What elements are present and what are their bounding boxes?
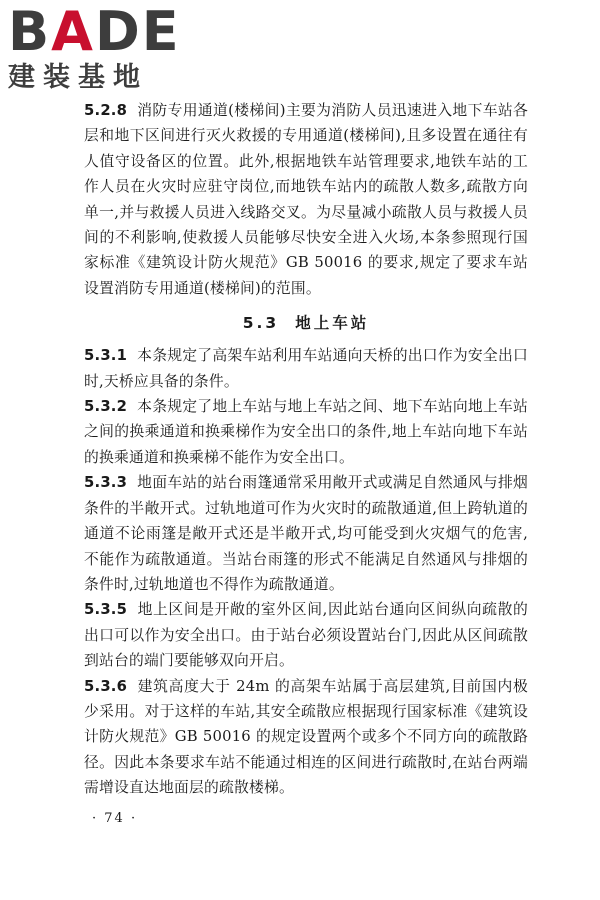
clause-text: 消防专用通道(楼梯间)主要为消防人员迅速进入地下车站各层和地下区间进行灭火救援的专用通道(楼梯间),且多设置在通往有人值守设备区的位置。此外,根据地铁车站管理要求,地铁车站的工作人员在火灾时应驻守岗位,而地铁车站内的疏散人数多,疏散方向单一,并与救援人员进入线路交叉。为尽量减小疏散人员与救援人员间的不利影响,使救援人员能够尽快安全进入火场,本条参照现行国家标准《建筑设计防火规范》GB 50016 的要求,规定了要求车站设置消防专用通道(楼梯间)的范围。	[84, 102, 528, 297]
logo-letter-b: B	[8, 0, 52, 63]
clause-text: 建筑高度大于 24m 的高架车站属于高层建筑,目前国内极少采用。对于这样的车站,其安全疏散应根据现行国家标准《建筑设计防火规范》GB 50016 的规定设置两个或多个不同方向的疏散路径。因此本条要求车站不能通过相连的区间进行疏散时,在站台两端需增设直达地面层的疏散楼梯。	[84, 677, 528, 797]
logo-letters-de: DE	[94, 0, 181, 63]
clause-5-3-6	[84, 674, 528, 801]
logo-letter-a: A	[51, 0, 95, 63]
clause-5-3-2	[84, 394, 528, 470]
clause-text: 本条规定了地上车站与地上车站之间、地下车站向地上车站之间的换乘通道和换乘梯作为安全出口的条件,地上车站向地下车站的换乘通道和换乘梯不能作为安全出口。	[84, 398, 528, 466]
clause-number: 5.3.2	[84, 398, 128, 416]
clause-number: 5.2.8	[84, 102, 128, 119]
clause-5-2-8	[84, 98, 528, 301]
page-number: · 74 ·	[92, 811, 138, 826]
clause-number: 5.3.6	[84, 677, 128, 695]
section-title: 地上车站	[295, 314, 370, 333]
clause-text: 地上区间是开敞的室外区间,因此站台通向区间纵向疏散的出口可以作为安全出口。由于站台必须设置站台门,因此从区间疏散到站台的端门要能够双向开启。	[84, 601, 528, 670]
clause-text: 地面车站的站台雨篷通常采用敞开式或满足自然通风与排烟条件的半敞开式。过轨地道可作为火灾时的疏散通道,但上跨轨道的通道不论雨篷是敞开式还是半敞开式,均可能受到火灾烟气的危害,不能作为疏散通道。当站台雨篷的形式不能满足自然通风与排烟的条件时,过轨地道也不得作为疏散通道。	[84, 474, 528, 593]
logo-wordmark	[8, 0, 183, 63]
clause-5-3-1	[84, 343, 528, 394]
clause-number: 5.3.5	[84, 601, 128, 619]
clause-text: 本条规定了高架车站利用车站通向天桥的出口作为安全出口时,天桥应具备的条件。	[84, 347, 528, 390]
section-heading	[84, 307, 528, 339]
clause-5-3-5	[84, 597, 528, 673]
brand-logo	[8, 0, 183, 96]
document-body	[84, 98, 528, 801]
clause-number: 5.3.1	[84, 347, 128, 365]
clause-number: 5.3.3	[84, 474, 128, 492]
logo-subtitle: 建装基地	[8, 62, 148, 93]
section-number: 5.3	[242, 314, 280, 333]
clause-5-3-3	[84, 470, 528, 597]
